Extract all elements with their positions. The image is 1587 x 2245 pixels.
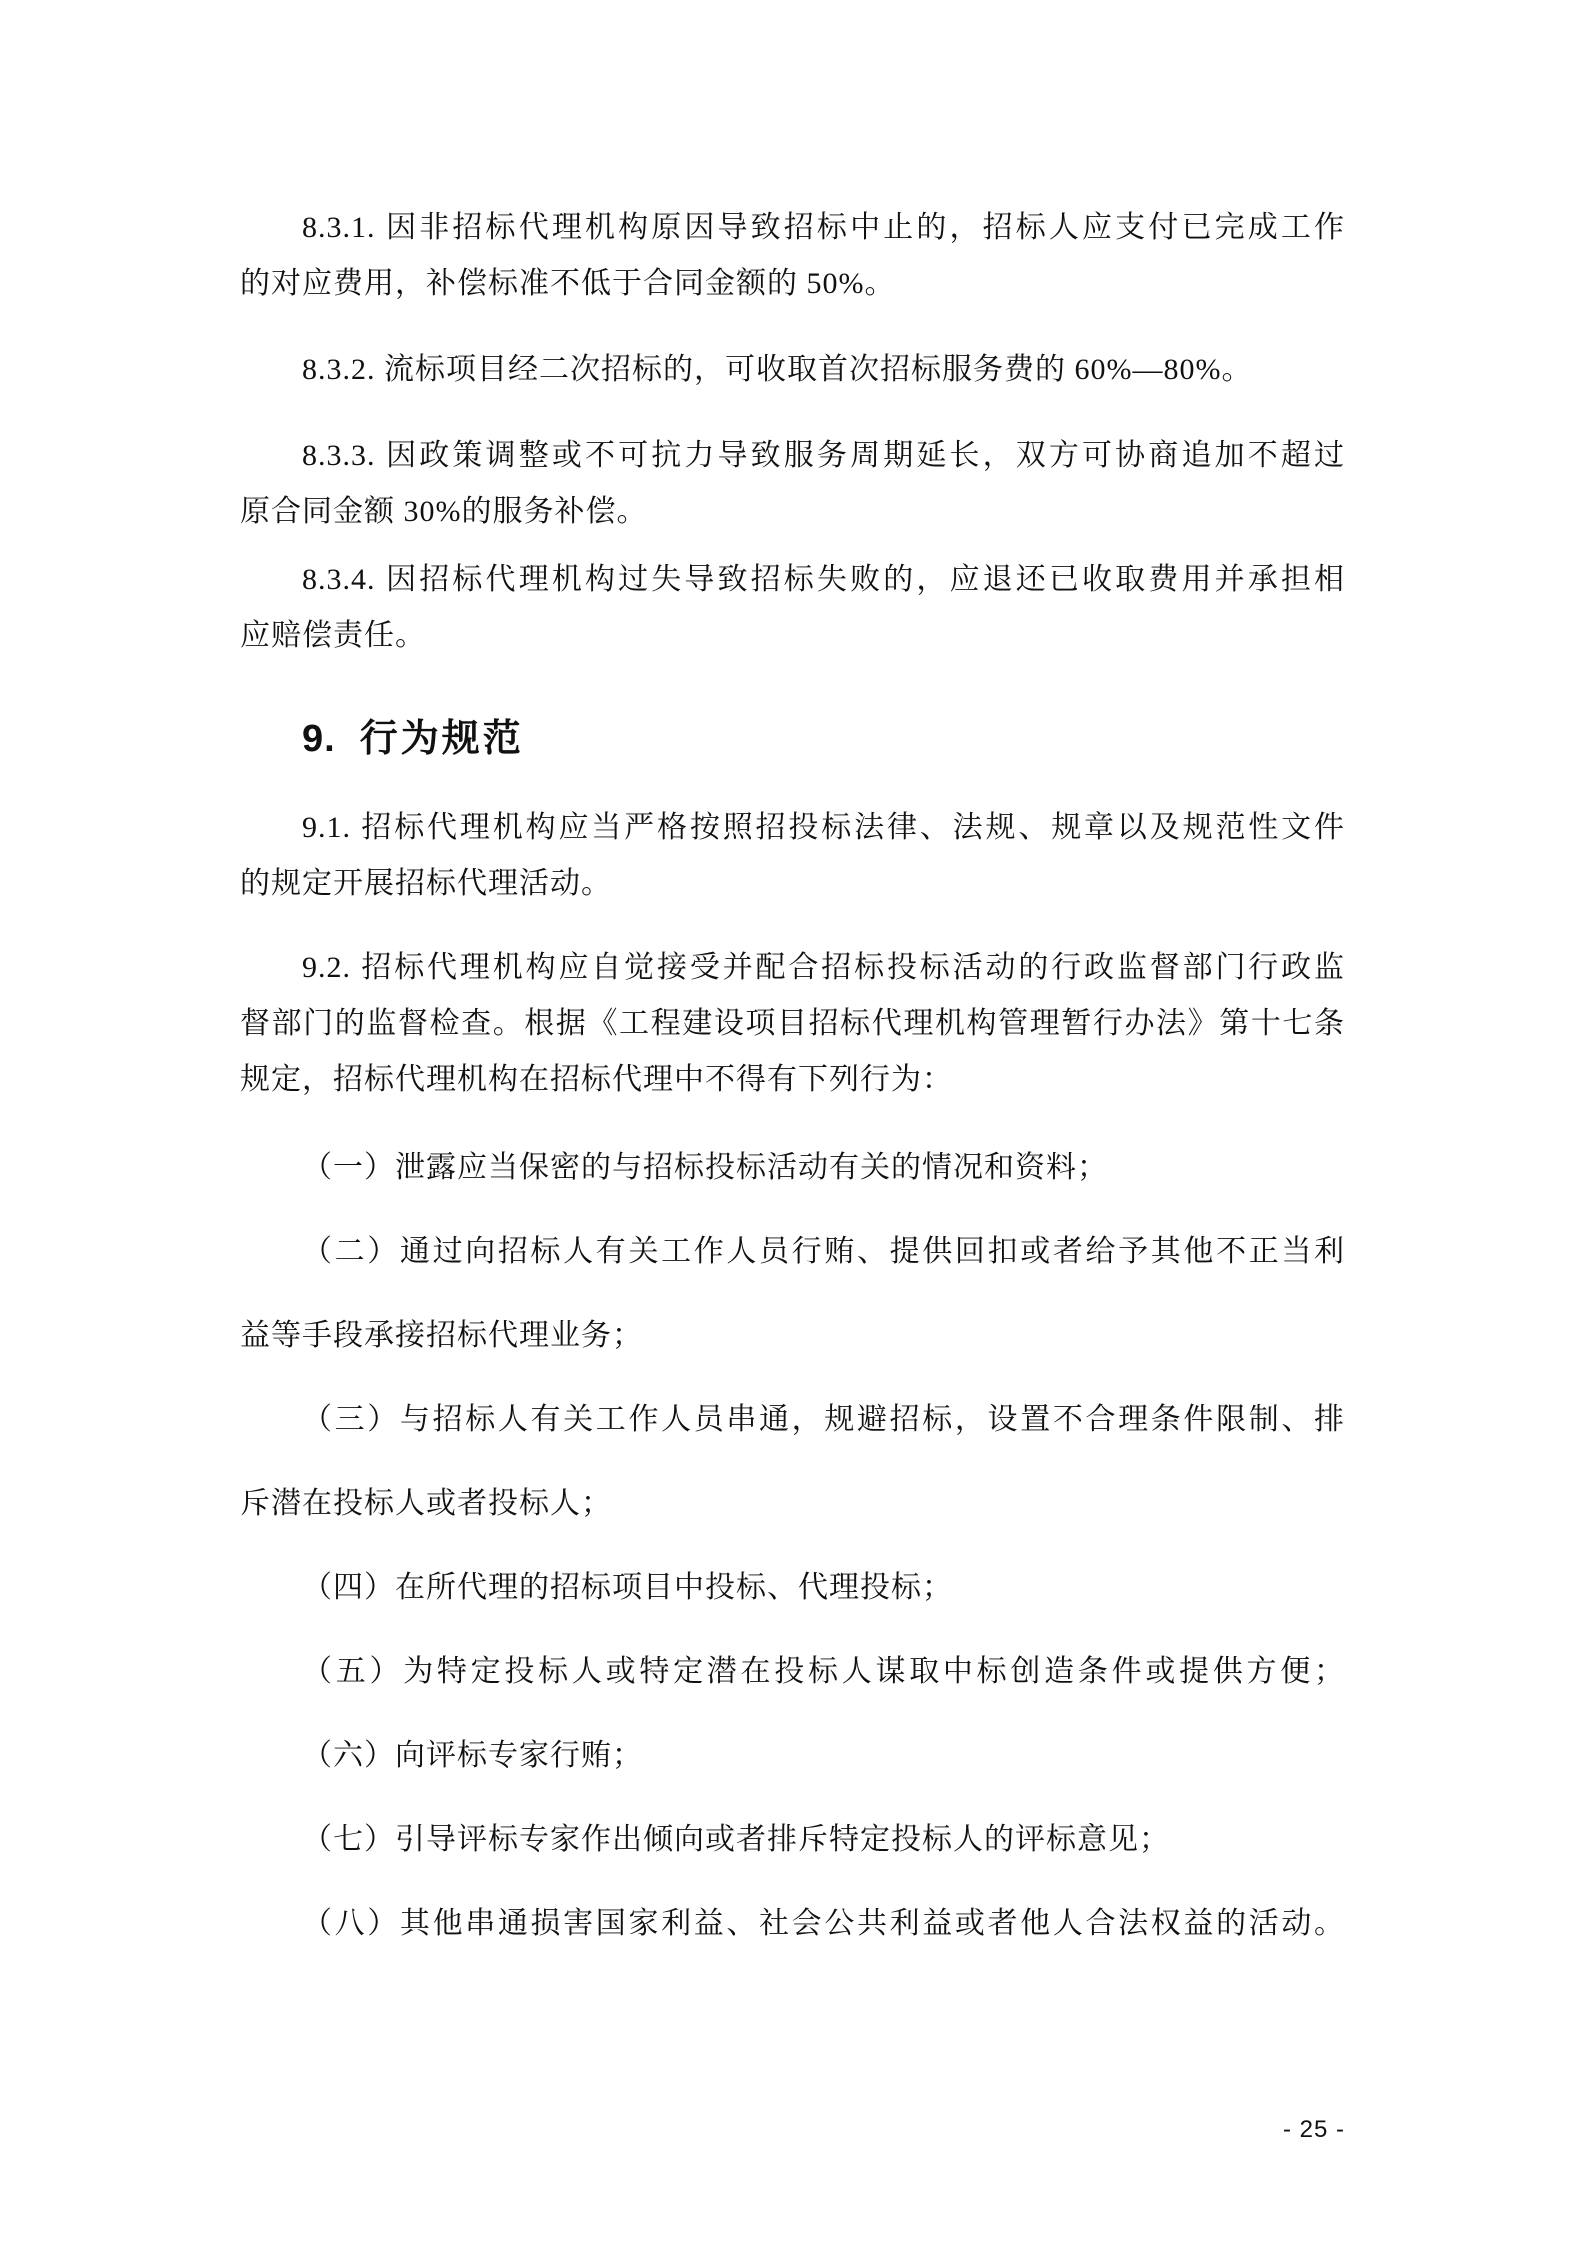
paragraph xyxy=(240,342,1345,398)
text-line: （四）在所代理的招标项目中投标、代理投标； xyxy=(302,1571,953,1604)
text-line: 规定，招标代理机构在招标代理中不得有下列行为： xyxy=(240,1063,953,1096)
text-line: 的规定开展招标代理活动。 xyxy=(240,867,612,900)
list-item xyxy=(240,1714,1345,1798)
text-line: 8.3.2. 流标项目经二次招标的，可收取首次招标服务费的 60%—80%。 xyxy=(302,353,1253,386)
text-line: 斥潜在投标人或者投标人； xyxy=(240,1487,612,1520)
text-line: （二）通过向招标人有关工作人员行贿、提供回扣或者给予其他不正当利 xyxy=(302,1235,1345,1268)
text-line: 9.2. 招标代理机构应自觉接受并配合招标投标活动的行政监督部门行政监 xyxy=(302,951,1345,984)
list-item xyxy=(240,1630,1345,1714)
text-line: （一）泄露应当保密的与招标投标活动有关的情况和资料； xyxy=(302,1151,1108,1184)
list-item xyxy=(240,1546,1345,1630)
list-item xyxy=(240,1126,1345,1210)
text-line: （五）为特定投标人或特定潜在投标人谋取中标创造条件或提供方便； xyxy=(302,1655,1345,1688)
section-title: 行为规范 xyxy=(359,718,524,760)
text-line: 9.1. 招标代理机构应当严格按照招投标法律、法规、规章以及规范性文件 xyxy=(302,811,1345,844)
document-body xyxy=(240,0,1345,1966)
paragraph xyxy=(240,800,1345,912)
text-line: 8.3.1. 因非招标代理机构原因导致招标中止的，招标人应支付已完成工作 xyxy=(302,211,1345,244)
section-number: 9. xyxy=(302,718,336,760)
text-line: 应赔偿责任。 xyxy=(240,619,426,652)
text-line: 督部门的监督检查。根据《工程建设项目招标代理机构管理暂行办法》第十七条 xyxy=(240,1007,1345,1040)
text-line: 8.3.4. 因招标代理机构过失导致招标失败的，应退还已收取费用并承担相 xyxy=(302,563,1345,596)
text-line: 益等手段承接招标代理业务； xyxy=(240,1319,643,1352)
text-line: 8.3.3. 因政策调整或不可抗力导致服务周期延长，双方可协商追加不超过 xyxy=(302,439,1345,472)
text-line: （八）其他串通损害国家利益、社会公共利益或者他人合法权益的活动。 xyxy=(302,1907,1345,1940)
section-heading xyxy=(302,706,1345,772)
text-line: 原合同金额 30%的服务补偿。 xyxy=(240,495,648,528)
paragraph xyxy=(240,200,1345,312)
list-item xyxy=(240,1378,1345,1546)
paragraph xyxy=(240,552,1345,664)
paragraph xyxy=(240,940,1345,1108)
text-line: （三）与招标人有关工作人员串通，规避招标，设置不合理条件限制、排 xyxy=(302,1403,1345,1436)
list-item xyxy=(240,1882,1345,1966)
text-line: （七）引导评标专家作出倾向或者排斥特定投标人的评标意见； xyxy=(302,1823,1170,1856)
paragraph xyxy=(240,428,1345,540)
list-item xyxy=(240,1798,1345,1882)
text-line: （六）向评标专家行贿； xyxy=(302,1739,643,1772)
list-item xyxy=(240,1210,1345,1378)
page-number: - 25 - xyxy=(1282,2116,1345,2143)
text-line: 的对应费用，补偿标准不低于合同金额的 50%。 xyxy=(240,267,896,300)
